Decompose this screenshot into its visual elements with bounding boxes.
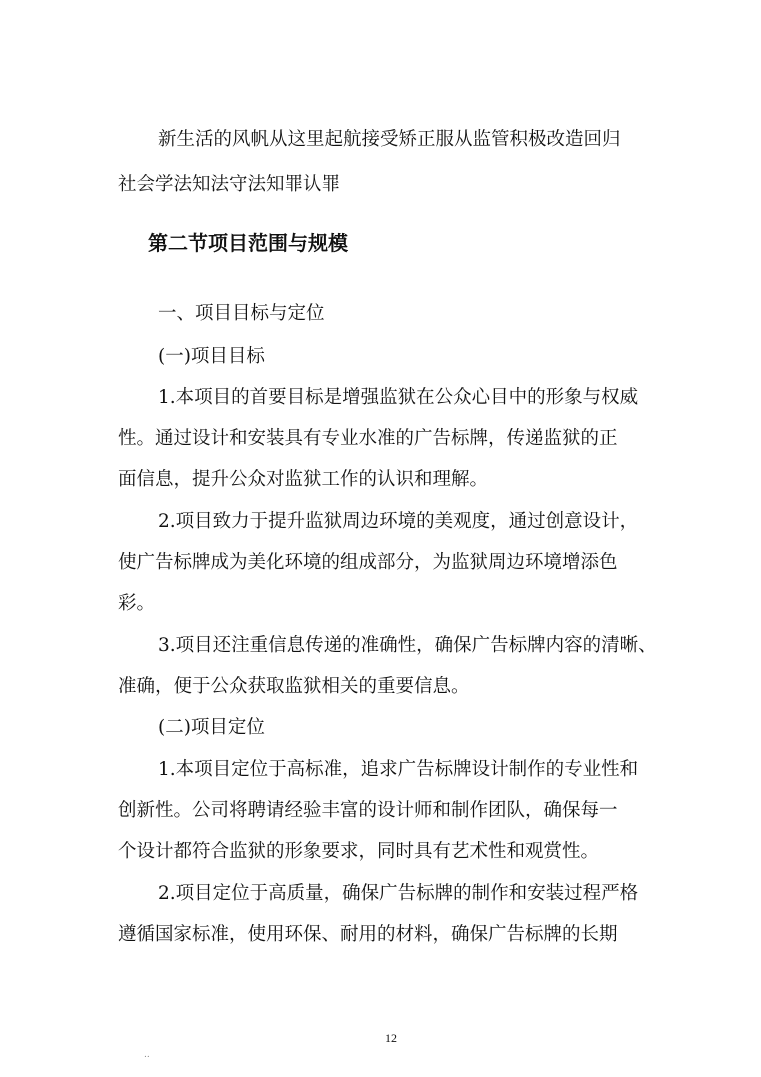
goal2-line-1: 2.项目致力于提升监狱周边环境的美观度，通过创意设计，: [158, 511, 639, 532]
goal2-line-2: 使广告标牌成为美化环境的组成部分，为监狱周边环境增添色: [118, 552, 618, 573]
goal1-line-1: 1.本项目的首要目标是增强监狱在公众心目中的形象与权威: [158, 387, 639, 408]
pos1-line-3: 个设计都符合监狱的形象要求，同时具有艺术性和观赏性。: [118, 841, 600, 862]
section-title: 第二节项目范围与规模: [148, 231, 348, 255]
goal1-line-2: 性。通过设计和安装具有专业水准的广告标牌，传递监狱的正: [118, 428, 618, 449]
pos1-line-2: 创新性。公司将聘请经验丰富的设计师和制作团队，确保每一: [118, 800, 618, 821]
intro-line-1: 新生活的风帆从这里起航接受矫正服从监管积极改造回归: [158, 129, 621, 150]
goal3-line-1: 3.项目还注重信息传递的准确性，确保广告标牌内容的清晰、: [158, 635, 657, 656]
goal3-line-2: 准确，便于公众获取监狱相关的重要信息。: [118, 676, 470, 697]
part1-title: 一、项目目标与定位: [158, 303, 325, 324]
footer-mark: ..: [144, 1050, 150, 1060]
pos2-line-1: 2.项目定位于高质量，确保广告标牌的制作和安装过程严格: [158, 883, 639, 904]
pos2-line-2: 遵循国家标准，使用环保、耐用的材料，确保广告标牌的长期: [118, 924, 618, 945]
sub2-title: (二)项目定位: [158, 717, 265, 738]
pos1-line-1: 1.本项目定位于高标准，追求广告标牌设计制作的专业性和: [158, 759, 639, 780]
sub1-title: (一)项目目标: [158, 346, 265, 367]
goal1-line-3: 面信息，提升公众对监狱工作的认识和理解。: [118, 469, 489, 490]
page-number: 12: [385, 1031, 397, 1045]
goal2-line-3: 彩。: [118, 593, 156, 614]
intro-line-2: 社会学法知法守法知罪认罪: [118, 174, 341, 195]
